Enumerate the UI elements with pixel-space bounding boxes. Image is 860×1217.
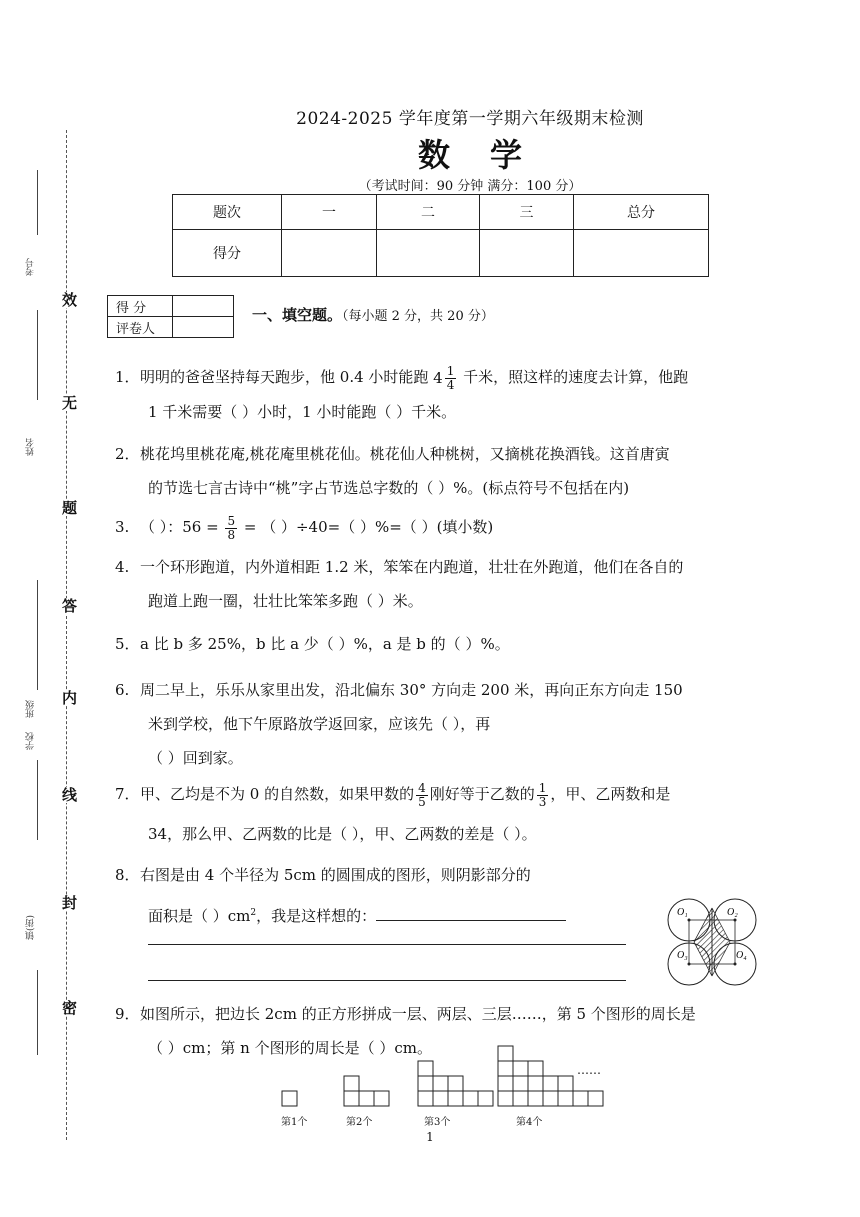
binding-char: 题 — [62, 499, 78, 517]
score-header: 三 — [480, 195, 574, 230]
student-id-line — [37, 170, 38, 235]
question-number: 9． — [115, 1005, 140, 1023]
unit-square — [588, 1091, 603, 1106]
unit-square — [478, 1091, 493, 1106]
grader-table — [107, 295, 234, 338]
question-text: 如图所示，把边长 2cm 的正方形拼成一层、两层、三层……，第 5 个图形的周长是 — [140, 1005, 696, 1023]
question-7 — [115, 777, 765, 851]
question-1 — [115, 360, 765, 429]
answer-line[interactable] — [376, 902, 566, 921]
unit-square — [543, 1091, 558, 1106]
shaded-region — [712, 908, 730, 976]
score-header: 题次 — [173, 195, 282, 230]
binding-char: 封 — [62, 894, 78, 912]
unit-square — [418, 1061, 433, 1076]
question-8 — [115, 858, 655, 933]
exam-info: （考试时间：90 分钟 满分：100 分） — [358, 179, 582, 194]
figure-caption: 第3个 — [424, 1117, 451, 1128]
unit-square — [448, 1076, 463, 1091]
question-number: 6. — [115, 681, 130, 699]
unit-square — [344, 1076, 359, 1091]
answer-line[interactable] — [148, 980, 626, 981]
circle-label: O₄ — [736, 950, 747, 961]
fraction: $\frac{1}{4}$ — [446, 363, 455, 392]
unit-square — [433, 1076, 448, 1091]
unit-square — [513, 1076, 528, 1091]
four-circles-figure — [664, 898, 760, 986]
grader-score-cell[interactable] — [173, 296, 234, 317]
question-text: 34，那么甲、乙两数的比是（ ），甲、乙两数的差是（ ）。 — [148, 825, 537, 843]
school-line — [37, 760, 38, 840]
binding-char: 内 — [62, 689, 78, 707]
binding-char: 密 — [62, 999, 78, 1017]
unit-square — [498, 1061, 513, 1076]
grader-name-cell[interactable] — [173, 317, 234, 338]
question-text: 跑道上跑一圈，壮壮比笨笨多跑（ ）米。 — [148, 592, 423, 610]
unit-square — [558, 1076, 573, 1091]
question-text: 1 千米需要（ ）小时，1 小时能跑（ ）千米。 — [148, 403, 457, 421]
subject-title: 数学 — [417, 136, 562, 174]
question-text: 甲、乙均是不为 0 的自然数，如果甲数的 — [140, 785, 415, 803]
score-header: 二 — [377, 195, 480, 230]
grader-score-label: 得 分 — [108, 296, 173, 317]
unit-square — [433, 1091, 448, 1106]
unit-square — [344, 1091, 359, 1106]
fraction: $\frac{4}{5}$ — [418, 780, 426, 809]
section-heading — [252, 304, 494, 325]
center-dot — [688, 919, 691, 922]
answer-line[interactable] — [148, 944, 626, 945]
score-cell[interactable] — [480, 230, 574, 277]
binding-label-class: 班级 — [26, 700, 36, 718]
figure-caption: 第4个 — [516, 1117, 543, 1128]
question-number: 2． — [115, 445, 140, 463]
question-text: 一个环形跑道，内外道相距 1.2 米，笨笨在内跑道，壮壮在外跑道，他们在各自的 — [140, 558, 684, 576]
unit-square — [359, 1091, 374, 1106]
question-text: 千米，照这样的速度去计算，他跑 — [458, 368, 689, 386]
binding-char: 答 — [62, 597, 78, 615]
binding-label-id: 考号 — [26, 258, 36, 276]
unit-square — [374, 1091, 389, 1106]
unit-square — [513, 1061, 528, 1076]
question-text: a 比 b 多 25%，b 比 a 少（ ）%，a 是 b 的（ ）%。 — [140, 635, 510, 653]
question-text: ，甲、乙两数和是 — [550, 785, 671, 803]
unit-square — [418, 1091, 433, 1106]
score-cell[interactable] — [282, 230, 377, 277]
section-title: 一、填空题。 — [252, 306, 343, 324]
grader-name-label: 评卷人 — [108, 317, 173, 338]
question-5 — [115, 627, 765, 661]
unit-square — [448, 1091, 463, 1106]
question-6 — [115, 673, 765, 775]
unit-square — [573, 1091, 588, 1106]
unit-square — [498, 1091, 513, 1106]
question-text: 刚好等于乙数的 — [429, 785, 535, 803]
center-dot — [734, 963, 737, 966]
binding-label-school: 学校 — [26, 732, 36, 750]
page-number: 1 — [426, 1130, 434, 1144]
name-line — [37, 310, 38, 400]
question-3 — [115, 510, 765, 544]
score-cell[interactable] — [574, 230, 709, 277]
unit-square — [528, 1091, 543, 1106]
question-2 — [115, 437, 765, 505]
unit-square — [463, 1091, 478, 1106]
center-dot — [688, 963, 691, 966]
binding-label-district: 镇(街) — [26, 915, 36, 941]
question-text: 米到学校，他下午原路放学返回家，应该先（ ），再 — [148, 715, 491, 733]
binding-margin — [0, 0, 90, 1217]
class-line — [37, 580, 38, 690]
question-text: ，我是这样想的： — [256, 907, 377, 925]
unit-square — [558, 1091, 573, 1106]
fraction: $\frac{5}{8}$ — [227, 513, 236, 542]
question-text: 周二早上，乐乐从家里出发，沿北偏东 30° 方向走 200 米，再向正东方向走 150 — [140, 681, 683, 699]
section-note: （每小题 2 分，共 20 分） — [342, 309, 494, 324]
fold-dashed-line — [66, 130, 67, 1140]
unit-square — [498, 1046, 513, 1061]
binding-char: 线 — [62, 786, 78, 804]
fraction: $\frac{1}{3}$ — [538, 780, 547, 809]
unit-square — [418, 1076, 433, 1091]
score-table — [172, 194, 709, 277]
question-text: （ ）cm；第 n 个图形的周长是（ ）cm。 — [148, 1039, 432, 1057]
figure-caption: 第1个 — [281, 1117, 308, 1128]
circle-label: O₁ — [677, 907, 688, 918]
question-text: = （ ）÷40=（ ）%=（ ）(填小数) — [239, 518, 494, 536]
question-number: 7． — [115, 785, 140, 803]
question-number: 3. — [115, 518, 130, 536]
question-4 — [115, 550, 765, 618]
figure-caption: 第2个 — [346, 1117, 373, 1128]
question-text: 桃花坞里桃花庵,桃花庵里桃花仙。桃花仙人种桃树，又摘桃花换酒钱。这首唐寅 — [140, 445, 670, 463]
binding-char: 无 — [62, 394, 78, 412]
shaded-region — [694, 908, 712, 976]
ellipsis: …… — [577, 1063, 601, 1077]
score-header: 总分 — [574, 195, 709, 230]
unit-square — [543, 1076, 558, 1091]
question-text: （ ）：56 = — [140, 518, 224, 536]
question-number: 5． — [115, 635, 140, 653]
score-cell[interactable] — [377, 230, 480, 277]
circle-label: O₃ — [677, 950, 688, 961]
question-number: 8． — [115, 866, 140, 884]
circle-label: O₂ — [727, 907, 738, 918]
center-dot — [734, 919, 737, 922]
mixed-whole: 4 — [433, 369, 443, 387]
unit-square — [513, 1091, 528, 1106]
question-text: 右图是由 4 个半径为 5cm 的圆围成的图形，则阴影部分的 — [140, 866, 531, 884]
question-text: 的节选七言古诗中“桃”字占节选总字数的（ ）%。(标点符号不包括在内) — [148, 479, 630, 497]
superscript: 2 — [250, 908, 257, 918]
binding-label-name: 姓名 — [26, 438, 36, 456]
district-line — [37, 970, 38, 1055]
score-row-label: 得分 — [173, 230, 282, 277]
question-text: 明明的爸爸坚持每天跑步，他 0.4 小时能跑 — [140, 368, 434, 386]
exam-title: 2024-2025 学年度第一学期六年级期末检测 — [296, 109, 644, 129]
question-text: （ ）回到家。 — [148, 749, 243, 767]
unit-square — [528, 1076, 543, 1091]
unit-square — [528, 1061, 543, 1076]
question-text: 面积是（ ）cm — [148, 907, 251, 925]
binding-char: 效 — [62, 291, 78, 309]
unit-square — [498, 1076, 513, 1091]
question-number: 4. — [115, 558, 130, 576]
staircase-figures — [270, 1036, 610, 1110]
score-header: 一 — [282, 195, 377, 230]
unit-square — [282, 1091, 297, 1106]
question-number: 1． — [115, 368, 140, 386]
